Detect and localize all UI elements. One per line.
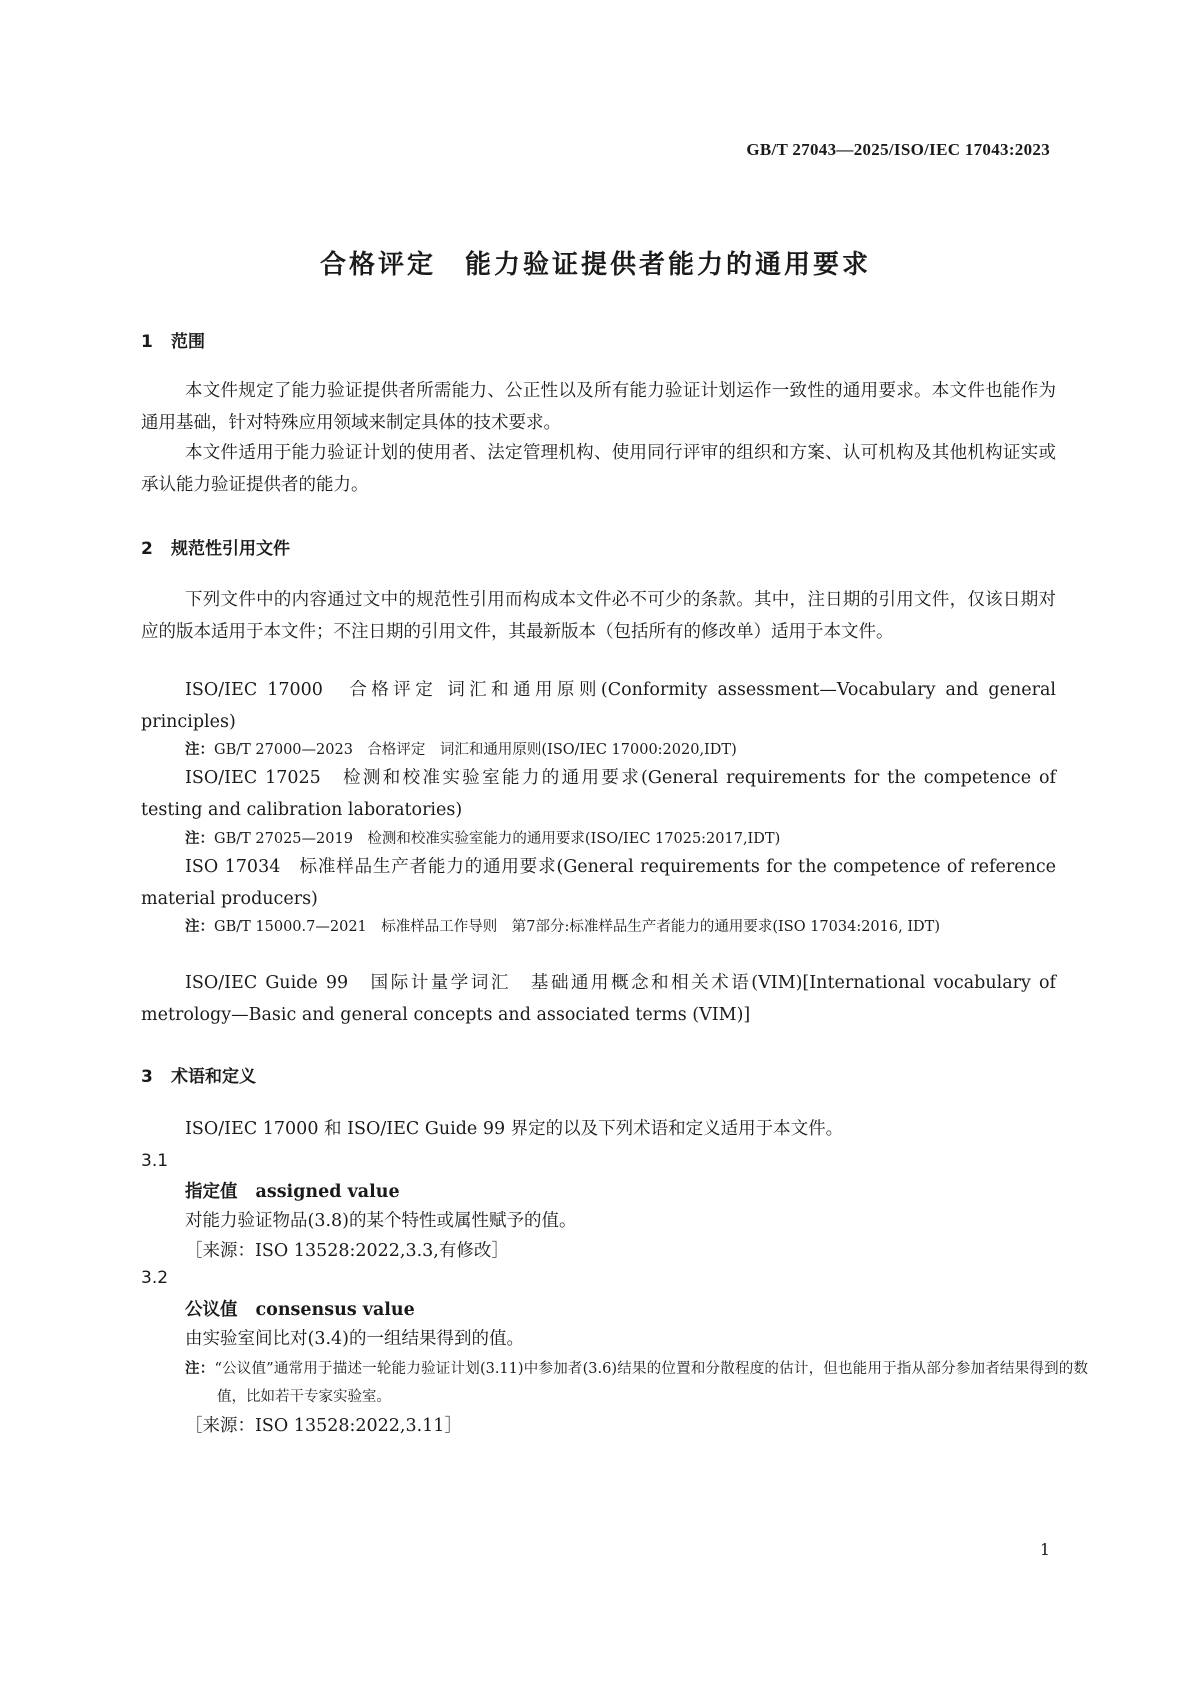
section-title: 规范性引用文件 — [171, 539, 290, 559]
note-text: GB/T 27000—2023 合格评定 词汇和通用原则(ISO/IEC 17000:2020,IDT) — [214, 742, 737, 758]
section-number: 2 — [141, 539, 153, 559]
note-text: GB/T 15000.7—2021 标准样品工作导则 第7部分:标准样品生产者能力的通用要求(ISO 17034:2016, IDT) — [214, 919, 941, 935]
note-label: 注： — [185, 919, 214, 935]
note-text: “公议值”通常用于描述一轮能力验证计划(3.11)中参加者(3.6)结果的位置和分散程度的估计，但也能用于指从部分参加者结果得到的数值，比如若干专家实验室。 — [214, 1361, 1089, 1405]
term-source: ［来源：ISO 13528:2022,3.3,有修改］ — [185, 1241, 509, 1261]
term-definition: 对能力验证物品(3.8)的某个特性或属性赋予的值。 — [185, 1211, 577, 1231]
section-1-paragraph-2: 本文件适用于能力验证计划的使用者、法定管理机构、使用同行评审的组织和方案、认可机构及其他机构证实或承认能力验证提供者的能力。 — [141, 443, 1056, 495]
section-title: 术语和定义 — [171, 1067, 256, 1087]
note-label: 注： — [185, 1361, 215, 1377]
term-heading — [185, 1296, 415, 1321]
section-2-heading — [141, 534, 290, 559]
term-zh: 公议值 — [185, 1300, 238, 1320]
section-1-heading — [141, 327, 205, 352]
reference-item: ISO/IEC Guide 99 国际计量学词汇 基础通用概念和相关术语(VIM)[International vocabulary of metrology—Basic and general concepts and associated terms (VIM)] — [141, 973, 1056, 1025]
section-3-heading — [141, 1062, 256, 1087]
section-2-intro: 下列文件中的内容通过文中的规范性引用而构成本文件必不可少的条款。其中，注日期的引用文件，仅该日期对应的版本适用于本文件；不注日期的引用文件，其最新版本（包括所有的修改单）适用于本文件。 — [141, 590, 1056, 642]
reference-item: ISO/IEC 17025 检测和校准实验室能力的通用要求(General requirements for the competence of testing and calibration laboratories) — [141, 768, 1056, 820]
reference-note — [185, 825, 1088, 853]
term-en: consensus value — [255, 1300, 415, 1320]
section-3-intro: ISO/IEC 17000 和 ISO/IEC Guide 99 界定的以及下列术语和定义适用于本文件。 — [185, 1119, 844, 1139]
reference-note — [185, 736, 1088, 764]
note-label: 注： — [185, 831, 214, 847]
term-heading — [185, 1178, 400, 1203]
term-zh: 指定值 — [185, 1182, 238, 1202]
reference-item: ISO 17034 标准样品生产者能力的通用要求(General requirements for the competence of reference material producers) — [141, 857, 1056, 909]
reference-item: ISO/IEC 17000 合格评定 词汇和通用原则(Conformity assessment—Vocabulary and general principles) — [141, 680, 1056, 732]
section-1-paragraph-1: 本文件规定了能力验证提供者所需能力、公正性以及所有能力验证计划运作一致性的通用要求。本文件也能作为通用基础，针对特殊应用领域来制定具体的技术要求。 — [141, 381, 1056, 433]
section-title: 范围 — [171, 332, 205, 352]
term-number: 3.1 — [141, 1151, 169, 1171]
term-en: assigned value — [255, 1182, 400, 1202]
term-number: 3.2 — [141, 1268, 169, 1288]
term-source: ［来源：ISO 13528:2022,3.11］ — [185, 1416, 462, 1436]
section-number: 3 — [141, 1067, 153, 1087]
page-number: 1 — [1039, 1540, 1050, 1559]
note-label: 注： — [185, 742, 214, 758]
reference-note — [185, 913, 1088, 941]
term-note — [185, 1355, 1088, 1411]
term-definition: 由实验室间比对(3.4)的一组结果得到的值。 — [185, 1329, 524, 1349]
document-title: 合格评定 能力验证提供者能力的通用要求 — [319, 250, 871, 280]
note-text: GB/T 27025—2019 检测和校准实验室能力的通用要求(ISO/IEC 17025:2017,IDT) — [214, 831, 781, 847]
standard-number-header: GB/T 27043—2025/ISO/IEC 17043:2023 — [746, 140, 1050, 159]
section-number: 1 — [141, 332, 153, 352]
